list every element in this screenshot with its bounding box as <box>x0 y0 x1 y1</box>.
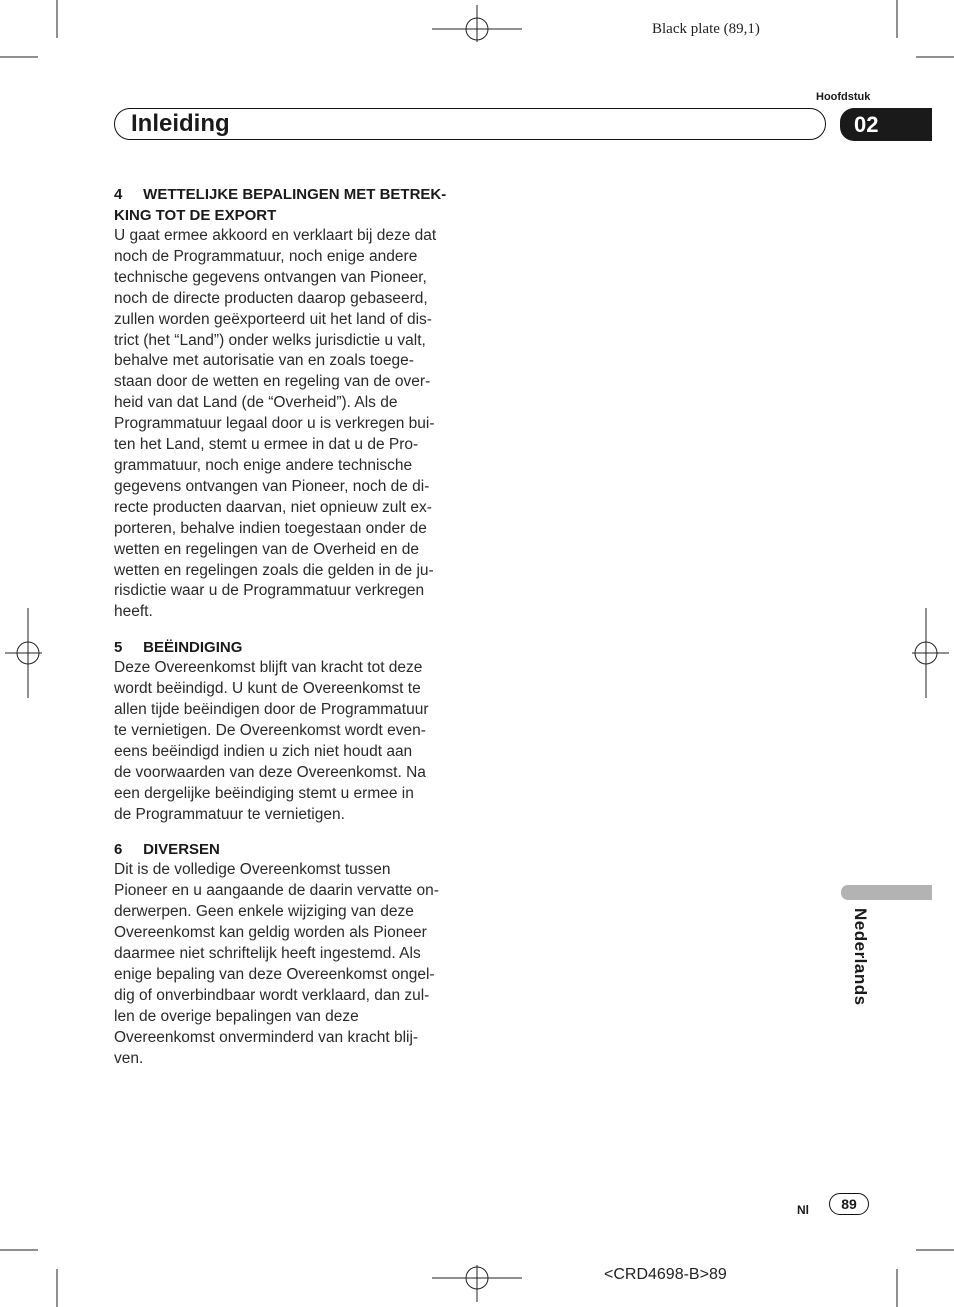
language-code: Nl <box>797 1203 809 1217</box>
page-number: 89 <box>829 1193 869 1215</box>
section-heading: 6 DIVERSEN <box>114 841 220 859</box>
section-body: Dit is de volledige Overeenkomst tussen Pioneer en u aangaande de daarin vervatte on- derwerpen. Geen enkele wijziging van deze Overeenkomst kan geldig worden als Pioneer daarmee niet schriftelijk heeft ingestemd. Als enige bepaling van deze Overeenkomst ongel- dig of onverbindbaar wordt verklaard, dan zul- len de overige bepalingen van deze Overeenkomst onverminderd van kracht blij- ven. <box>114 861 439 1067</box>
section-body: Deze Overeenkomst blijft van kracht tot deze wordt beëindigd. U kunt de Overeenkomst te allen tijde beëindigen door de Programmatuur te vernietigen. De Overeenkomst wordt even- eens beëindigd indien u zich niet houdt aan de voorwaarden van deze Overeenkomst. Na een dergelijke beëindiging stemt u ermee in de Programmatuur te vernietigen. <box>114 659 429 823</box>
chapter-number: 02 <box>840 108 932 141</box>
section-title-bar <box>114 108 826 140</box>
section-miscellaneous <box>114 839 458 1069</box>
plate-label: Black plate (89,1) <box>652 21 760 37</box>
section-heading: 4 WETTELIJKE BEPALINGEN MET BETREK- KING TOT DE EXPORT <box>114 186 447 224</box>
main-content <box>114 184 458 1084</box>
document-code: <CRD4698-B>89 <box>604 1266 727 1283</box>
language-tab-label: Nederlands <box>851 908 870 1006</box>
section-heading: 5 BEËINDIGING <box>114 639 243 657</box>
language-tab-bar <box>841 885 932 900</box>
section-export <box>114 184 458 623</box>
section-termination <box>114 637 458 825</box>
section-body: U gaat ermee akkoord en verklaart bij deze dat noch de Programmatuur, noch enige andere technische gegevens ontvangen van Pioneer, noch de directe producten daarop gebaseerd, zullen worden geëxporteerd uit het land of dis- trict (het “Land”) onder welks jurisdictie u valt, behalve met autorisatie van en zoals toege- staan door de wetten en regeling van de over- heid van dat Land (de “Overheid”). Als de Programmatuur legaal door u is verkregen bui- ten het Land, stemt u ermee in dat u de Pro- grammatuur, noch enige andere technische gegevens ontvangen van Pioneer, noch de di- recte producten daarvan, niet opnieuw zult ex- porteren, behalve indien toegestaan onder de wetten en regelingen van de Overheid en de wetten en regelingen zoals die gelden in de ju- risdictie waar u de Programmatuur verkregen heeft. <box>114 227 437 621</box>
page-title: Inleiding <box>131 110 230 137</box>
chapter-label: Hoofdstuk <box>816 91 871 103</box>
